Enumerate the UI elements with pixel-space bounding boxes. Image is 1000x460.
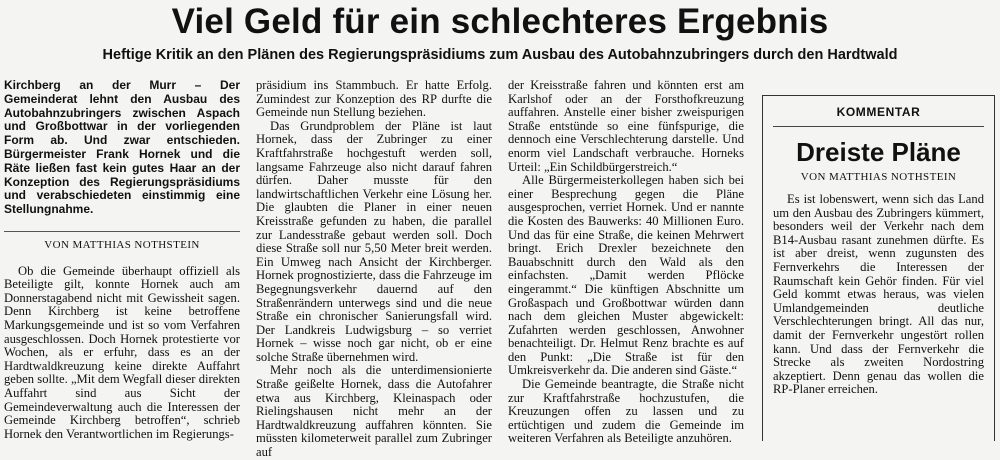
commentary-body: Es ist lobenswert, wenn sich das Land um den Ausbau des Zubringers kümmert, besonders weil der Verkehr nach dem B14-Ausbau rasant zunehmen dürfte. Es ist aber dreist, wenn zugunsten des Fernverkehrs die Interessen der Raumschaft kein Gehör finden. Für viel Geld kommt etwas heraus, was vielen Umlandgemeinden deutliche Verschlechterungen bringt. All das nur, damit der Fernverkehr ungestört rollen kann. Und dass der Fernverkehr die Strecke als zweiten Nordostring akzeptiert. Denn genau das wollen die RP-Planer erreichen.: [773, 192, 984, 397]
article-paragraph: der Kreisstraße fahren und könnten erst am Karlshof oder an der Forsthofkreuzung auffahren. Anstelle einer bisher zweispurigen Straße entstünde so eine fünfspurige, die dennoch eine Verschlechterung darstelle. Und enorm viel Landschaft verbrauche. Horneks Urteil: „Ein Schildbürgerstreich.“: [508, 78, 744, 174]
article-byline: VON MATTHIAS NOTHSTEIN: [4, 231, 240, 253]
subheadline: Heftige Kritik an den Plänen des Regierungspräsidiums zum Ausbau des Autobahnzubringers durch den Hardtwald: [102, 47, 898, 63]
article-paragraph: Die Gemeinde beantragte, die Straße nicht zur Kraftfahrstraße hochzustufen, die Kreuzungen offen zu lassen und zu ertüchtigen und zudem die Gemeinde im weiteren Verfahren als Beteiligte anzuhören.: [508, 377, 744, 446]
article-column-1: [4, 79, 240, 441]
article-paragraph: Mehr noch als die unterdimensionierte Straße geißelte Hornek, dass die Autofahrer etwa aus Kirchberg, Kleinaspach oder Rielingshausen nicht mehr an der Hardtwaldkreuzung auffahren könnten. Sie müssten kilometerweit parallel zum Zubringer auf: [256, 363, 492, 460]
article-paragraph: Alle Bürgermeisterkollegen haben sich bei einer Besprechung gegen die Pläne ausgesprochen, verriet Hornek. Und er nannte die Kosten des Bauwerks: 40 Millionen Euro. Und das für eine Straße, die keinen Mehrwert bringt. Erich Drexler bezeichnete den Bauabschnitt durch den Wald als den einfachsten. „Damit werden Pflöcke eingerammt.“ Die künftigen Abschnitte um Großaspach und Großbottwar würden dann nach dem gleichen Muster abgewickelt: Zufahrten werden geschlossen, Anwohner benachteiligt. Dr. Helmut Renz brachte es auf den Punkt: „Die Straße ist für den Umkreisverkehr da. Die anderen sind Gäste.“: [508, 173, 744, 378]
lead-paragraph: Kirchberg an der Murr – Der Gemeinderat lehnt den Ausbau des Autobahnzubringers zwischen Aspach und Großbottwar in der vorliegenden Form ab. Und zwar entschieden. Bürgermeister Frank Hornek und die Räte ließen fast kein gutes Haar an der Konzeption des Regierungspräsidiums und verabschiedeten einstimmig eine Stellungnahme.: [4, 78, 240, 217]
article-paragraph: präsidium ins Stammbuch. Er hatte Erfolg. Zumindest zur Konzeption des RP durfte die Gemeinde nun Stellung beziehen.: [256, 78, 492, 120]
commentary-label: KOMMENTAR: [773, 96, 984, 127]
commentary-byline: VON MATTHIAS NOTHSTEIN: [800, 171, 957, 183]
article-paragraph: Das Grundproblem der Pläne ist laut Hornek, dass der Zubringer zu einer Kraftfahrstraße hochgestuft werden soll, langsame Fahrzeuge also nicht darauf fahren dürfen. Daher musste für den landwirtschaftlichen Verkehr eine Lösung her. Die glaubten die Planer in einer neuen Kreisstraße gefunden zu haben, die parallel zur Landesstraße gebaut werden soll. Doch diese Straße soll nur 5,50 Meter breit werden. Ein Umweg nach Ansicht der Kirchberger. Hornek prognostizierte, dass die Fahrzeuge im Begegnungsverkehr dauernd auf den Straßenrändern unterwegs sind und die neue Straße ein chronischer Sanierungsfall wird. Der Landkreis Ludwigsburg – so verriet Hornek – wisse noch gar nicht, ob er eine solche Straße übernehmen wird.: [256, 118, 492, 364]
headline: Viel Geld für ein schlechteres Ergebnis: [171, 2, 829, 41]
article-paragraph: Ob die Gemeinde überhaupt offiziell als Beteiligte gilt, konnte Hornek auch am Donnerstagabend nicht mit Gewissheit sagen. Denn Kirchberg ist keine betroffene Markungsgemeinde und ist so vom Verfahren ausgeschlossen. Doch Hornek protestierte vor Wochen, als er erfuhr, dass es an der Hardtwaldkreuzung keine direkte Auffahrt geben sollte. „Mit dem Wegfall dieser direkten Auffahrt sind aus Sicht der Gemeindeverwaltung auch die Interessen der Gemeinde Kirchberg betroffen“, schrieb Hornek den Verantwortlichen im Regierungs-: [4, 263, 240, 441]
commentary-box: [762, 95, 995, 441]
article-column-3: [508, 78, 744, 446]
article-column-2: [256, 78, 492, 460]
commentary-title: Dreiste Pläne: [796, 137, 961, 167]
